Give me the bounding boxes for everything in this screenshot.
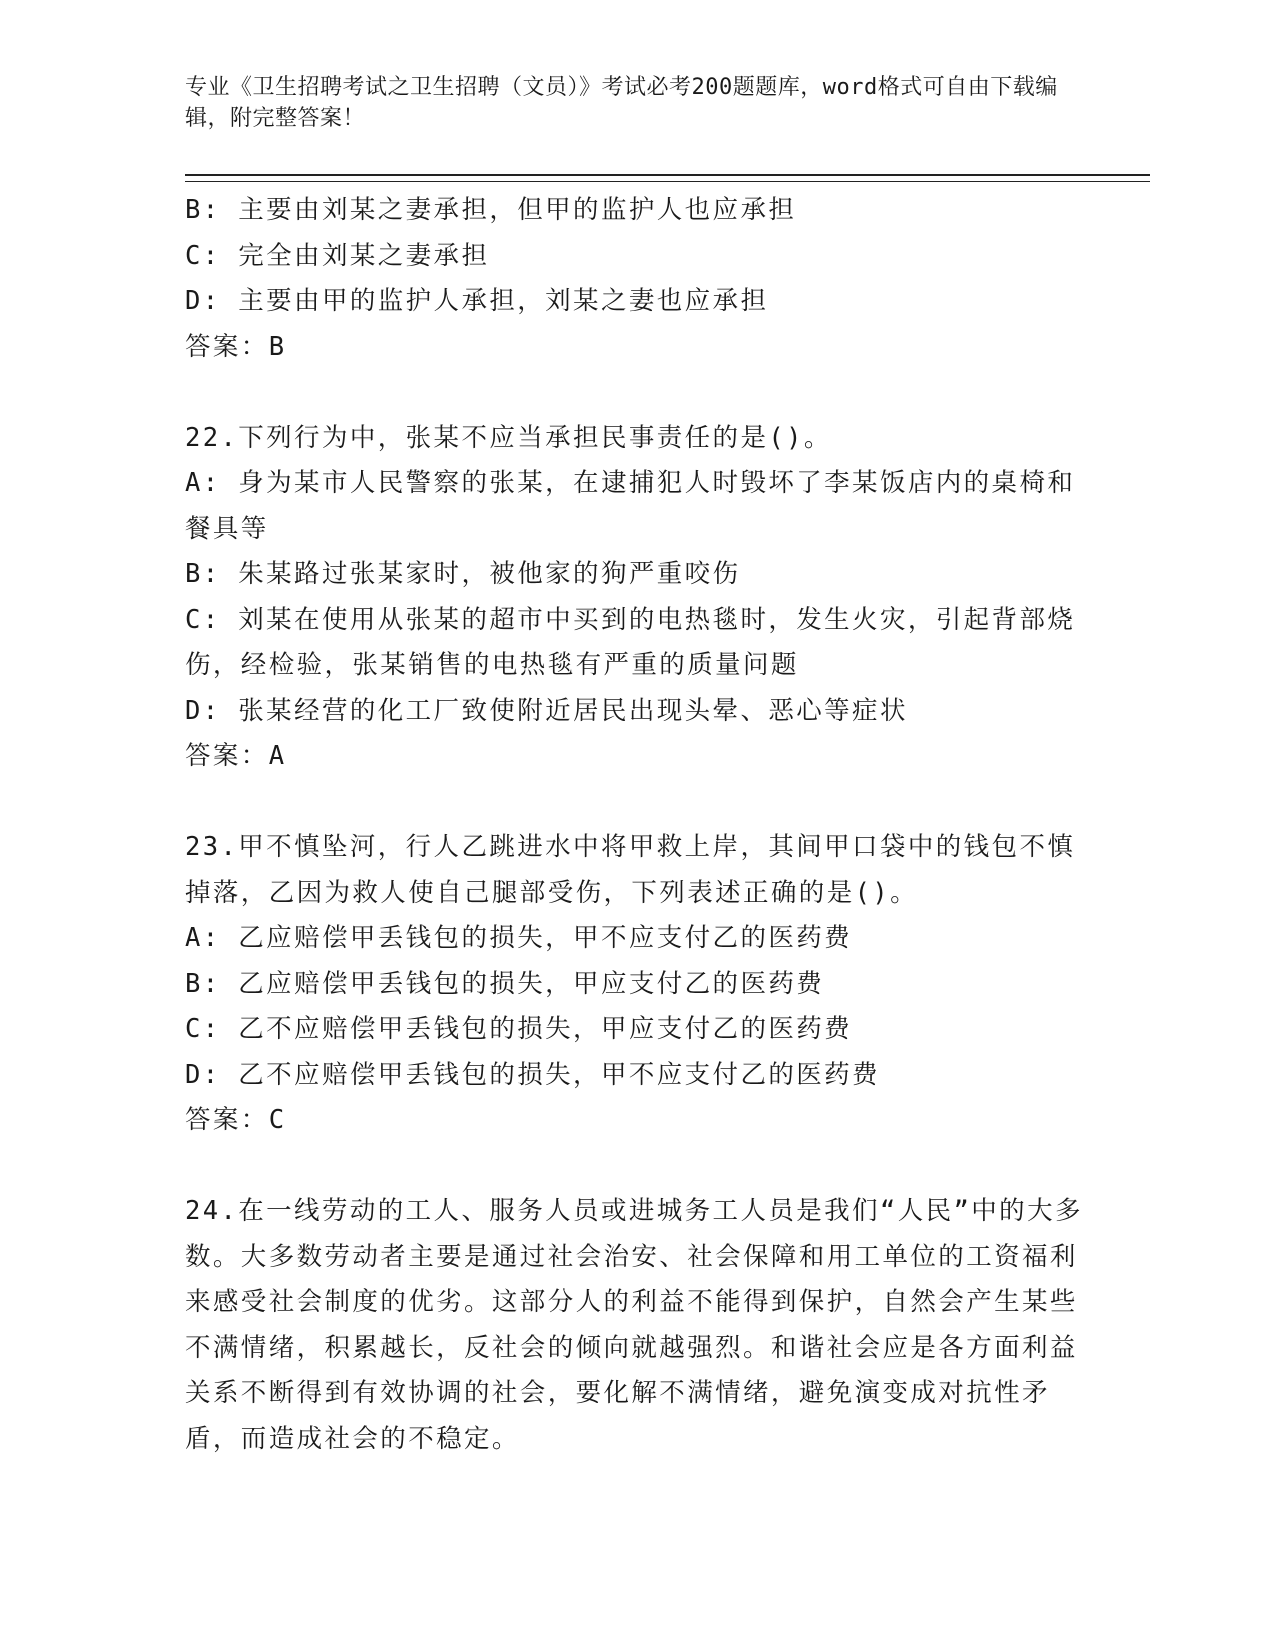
question-stem: 22.下列行为中，张某不应当承担民事责任的是()。 — [185, 422, 832, 453]
header-title: 专业《卫生招聘考试之卫生招聘（文员）》考试必考200题题库，word格式可自由下载编辑，附完整答案！ — [185, 75, 1058, 131]
option-b: B: 乙应赔偿甲丢钱包的损失，甲应支付乙的医药费 — [185, 968, 825, 999]
question-stem: 24.在一线劳动的工人、服务人员或进城务工人员是我们“人民”中的大多数。大多数劳动者主要是通过社会治安、社会保障和用工单位的工资福利来感受社会制度的优劣。这部分人的利益不能得到保护，自然会产生某些不满情绪，积累越长，反社会的倾向就越强烈。和谐社会应是各方面利益关系不断得到有效协调的社会，要化解不满情绪，避免演变成对抗性矛盾，而造成社会的不稳定。 — [185, 1196, 1083, 1454]
answer-label: 答案：C — [185, 1105, 287, 1135]
question-block-24 — [185, 1189, 1085, 1462]
question-stem: 23.甲不慎坠河，行人乙跳进水中将甲救上岸，其间甲口袋中的钱包不慎掉落，乙因为救人使自己腿部受伤，下列表述正确的是()。 — [185, 832, 1076, 908]
option-a: A: 身为某市人民警察的张某，在逮捕犯人时毁坏了李某饭店内的桌椅和餐具等 — [185, 468, 1076, 544]
option-c: C: 刘某在使用从张某的超市中买到的电热毯时，发生火灾，引起背部烧伤，经检验，张某销售的电热毯有严重的质量问题 — [185, 604, 1076, 680]
header-divider-thick — [185, 174, 1150, 176]
option-b: B: 朱某路过张某家时，被他家的狗严重咬伤 — [185, 559, 741, 589]
question-block-21 — [185, 188, 1085, 370]
answer-label: 答案：A — [185, 741, 287, 771]
option-d: D: 张某经营的化工厂致使附近居民出现头晕、恶心等症状 — [185, 695, 908, 726]
spacer — [185, 780, 1085, 826]
question-block-22 — [185, 416, 1085, 780]
header-divider-thin — [185, 181, 1150, 182]
option-c: C: 完全由刘某之妻承担 — [185, 240, 490, 271]
question-block-23 — [185, 825, 1085, 1144]
spacer — [185, 370, 1085, 416]
spacer — [185, 1144, 1085, 1190]
option-c: C: 乙不应赔偿甲丢钱包的损失，甲应支付乙的医药费 — [185, 1014, 853, 1044]
page-header — [185, 72, 1065, 134]
document-body — [185, 188, 1085, 1462]
option-d: D: 主要由甲的监护人承担，刘某之妻也应承担 — [185, 286, 769, 316]
option-a: A: 乙应赔偿甲丢钱包的损失，甲不应支付乙的医药费 — [185, 923, 853, 953]
option-d: D: 乙不应赔偿甲丢钱包的损失，甲不应支付乙的医药费 — [185, 1059, 880, 1090]
option-b: B: 主要由刘某之妻承担，但甲的监护人也应承担 — [185, 195, 797, 225]
answer-label: 答案：B — [185, 331, 287, 362]
